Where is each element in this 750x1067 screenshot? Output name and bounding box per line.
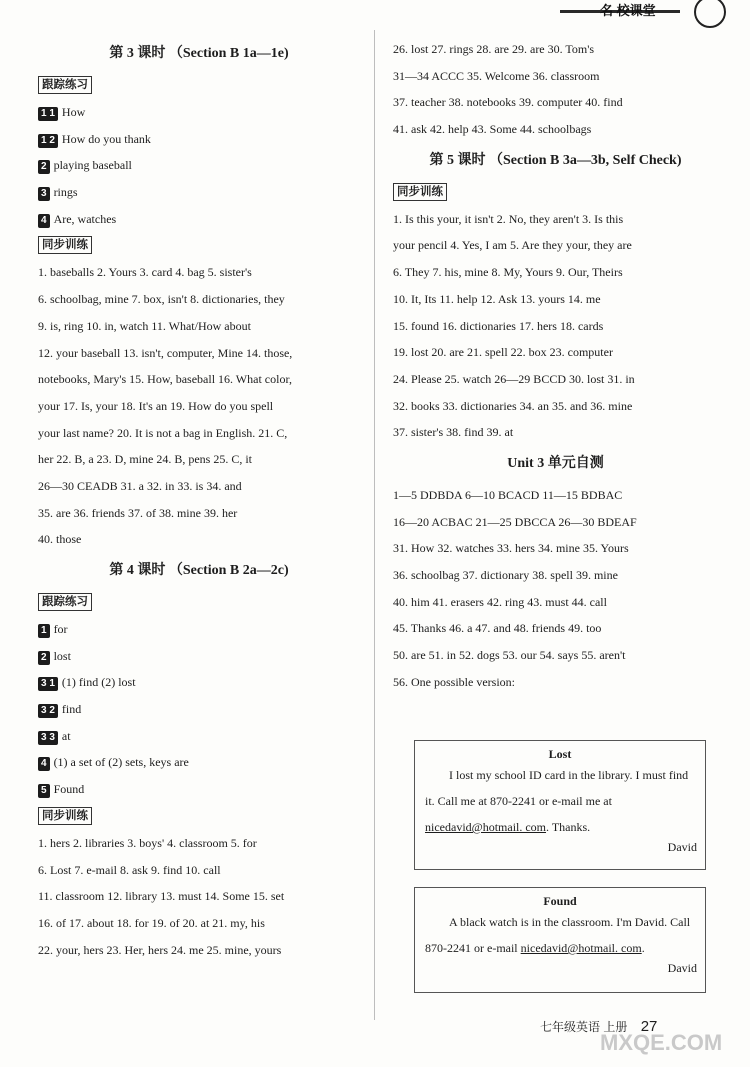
answer-line: 36. schoolbag 37. dictionary 38. spell 39. mine (393, 568, 618, 582)
left-column (38, 36, 360, 963)
question-number-badge: 4 (38, 214, 50, 228)
answer-text: at (61, 728, 71, 743)
section-sync-label: 同步训练 (38, 236, 92, 254)
question-number-badge: 3 3 (38, 731, 58, 745)
page-number: 27 (640, 1018, 658, 1035)
answer-line: 16. of 17. about 18. for 19. of 20. at 21. my, his (38, 915, 265, 930)
lesson-3-heading: 第 3 课时 （Section B 1a—1e) (109, 46, 289, 61)
found-email: nicedavid@hotmail. com (520, 941, 642, 955)
section-trace-label: 跟踪练习 (38, 593, 92, 611)
answer-text: How (61, 105, 86, 119)
answer-text: (1) find (2) lost (61, 675, 136, 690)
answer-line: 41. ask 42. help 43. Some 44. schoolbags (393, 122, 592, 137)
lesson-5-heading: 第 5 课时 （Section B 3a—3b, Self Check) (429, 152, 682, 168)
section-sync-label: 同步训练 (393, 183, 447, 201)
found-notice (414, 887, 706, 993)
trace-item (38, 99, 360, 126)
sync-list-2 (38, 830, 360, 963)
found-title: Found (543, 894, 577, 908)
answer-line: 6. schoolbag, mine 7. box, isn't 8. dictionaries, they (38, 292, 285, 307)
trace-item (38, 669, 360, 696)
answer-line: 1. baseballs 2. Yours 3. card 4. bag 5. sister's (38, 265, 252, 280)
answer-line: 26. lost 27. rings 28. are 29. are 30. Tom's (393, 42, 595, 56)
trace-item (38, 126, 360, 153)
lost-body (415, 762, 705, 840)
right-column (393, 36, 718, 695)
answer-line: 50. are 51. in 52. dogs 53. our 54. says 55. aren't (393, 648, 626, 663)
book-title: 七年级英语 上册 (540, 1020, 628, 1034)
answer-line: 16—20 ACBAC 21—25 DBCCA 26—30 BDEAF (393, 514, 637, 529)
answer-line: 1. hers 2. libraries 3. boys' 4. classroom 5. for (38, 835, 257, 850)
answer-line: 1—5 DDBDA 6—10 BCACD 11—15 BDBAC (393, 487, 623, 502)
answer-text: find (61, 702, 82, 717)
answer-text: rings (53, 185, 78, 200)
trace-item (38, 206, 360, 233)
found-text: A black watch is in the classroom. I'm David. Call 870-2241 or e-mail (425, 915, 691, 955)
answer-line: 19. lost 20. are 21. spell 22. box 23. computer (393, 345, 613, 360)
trace-item (38, 696, 360, 723)
question-number-badge: 2 (38, 160, 50, 174)
answer-line: 26—30 CEADB 31. a 32. in 33. is 34. and (38, 478, 242, 493)
answer-text: Found (53, 782, 85, 797)
answer-line: 12. your baseball 13. isn't, computer, Mine 14. those, (38, 345, 293, 360)
section-trace-label: 跟踪练习 (38, 76, 92, 94)
answer-text: for (53, 622, 68, 636)
found-body (415, 909, 705, 961)
answer-line: 22. your, hers 23. Her, hers 24. me 25. mine, yours (38, 942, 282, 957)
answer-line: your last name? 20. It is not a bag in English. 21. C, (38, 425, 288, 440)
question-number-badge: 4 (38, 757, 50, 771)
column-divider (374, 30, 375, 1020)
answer-line: 1. Is this your, it isn't 2. No, they aren't 3. Is this (393, 211, 624, 226)
answer-line: 31. How 32. watches 33. hers 34. mine 35. Yours (393, 541, 629, 556)
unit-test-answers (393, 482, 718, 696)
answer-line: 10. It, Its 11. help 12. Ask 13. yours 14. me (393, 291, 601, 306)
question-number-badge: 5 (38, 784, 50, 798)
trace-item (38, 749, 360, 776)
question-number-badge: 3 (38, 187, 50, 201)
answer-line: her 22. B, a 23. D, mine 24. B, pens 25. C, it (38, 452, 252, 467)
answer-line: notebooks, Mary's 15. How, baseball 16. What color, (38, 372, 292, 387)
answer-line: 9. is, ring 10. in, watch 11. What/How about (38, 318, 251, 333)
unit-test-heading: Unit 3 单元自测 (507, 455, 604, 471)
section-sync-label: 同步训练 (38, 807, 92, 825)
answer-text: playing baseball (53, 158, 132, 173)
question-number-badge: 3 1 (38, 677, 58, 691)
answer-line: 35. are 36. friends 37. of 38. mine 39. her (38, 505, 238, 520)
watermark: MXQE.COM (600, 1030, 723, 1055)
answer-line: 40. him 41. erasers 42. ring 43. must 44. call (393, 594, 607, 609)
sync-list-1 (38, 259, 360, 553)
answer-line: 15. found 16. dictionaries 17. hers 18. cards (393, 318, 604, 333)
sync-list-3 (393, 206, 718, 446)
question-number-badge: 1 1 (38, 107, 58, 121)
found-text-end: . (641, 941, 645, 955)
answer-line: 6. Lost 7. e-mail 8. ask 9. find 10. call (38, 862, 221, 877)
lesson-4-heading: 第 4 课时 （Section B 2a—2c) (109, 563, 289, 578)
answer-line: 32. books 33. dictionaries 34. an 35. and 36. mine (393, 398, 633, 413)
lost-email: nicedavid@hotmail. com (425, 820, 547, 834)
question-number-badge: 1 2 (38, 134, 58, 148)
lost-signature: David (667, 840, 697, 854)
answer-line: 6. They 7. his, mine 8. My, Yours 9. Our, Theirs (393, 265, 623, 280)
top-band (0, 0, 750, 22)
trace-list-2 (38, 616, 360, 803)
answer-line: 40. those (38, 532, 82, 547)
continued-answers (393, 36, 718, 143)
answer-line: 11. classroom 12. library 13. must 14. Some 15. set (38, 889, 285, 904)
answer-line: your 17. Is, your 18. It's an 19. How do you spell (38, 398, 274, 413)
answer-text: lost (53, 648, 71, 663)
answer-line: your pencil 4. Yes, I am 5. Are they your, they are (393, 238, 632, 253)
answer-text: Are, watches (53, 211, 117, 226)
answer-line: 31—34 ACCC 35. Welcome 36. classroom (393, 68, 600, 83)
question-number-badge: 1 (38, 624, 50, 638)
answer-line: 37. sister's 38. find 39. at (393, 425, 514, 440)
trace-item (38, 723, 360, 750)
trace-list-1 (38, 99, 360, 232)
trace-item (38, 643, 360, 670)
answer-line: 24. Please 25. watch 26—29 BCCD 30. lost 31. in (393, 371, 635, 386)
trace-item (38, 152, 360, 179)
lost-title: Lost (548, 747, 572, 761)
lost-notice (414, 740, 706, 870)
found-signature: David (667, 961, 697, 975)
question-number-badge: 2 (38, 651, 50, 665)
lost-text-end: . Thanks. (546, 820, 591, 834)
answer-line: 45. Thanks 46. a 47. and 48. friends 49. too (393, 621, 602, 636)
trace-item (38, 616, 360, 643)
answer-line: 56. One possible version: (393, 674, 515, 689)
answer-text: How do you thank (61, 131, 151, 146)
question-number-badge: 3 2 (38, 704, 58, 718)
answer-line: 37. teacher 38. notebooks 39. computer 40. find (393, 95, 623, 110)
trace-item (38, 179, 360, 206)
trace-item (38, 776, 360, 803)
logo-icon (694, 0, 726, 28)
lost-text: I lost my school ID card in the library. I must find it. Call me at 870-2241 or e-mail me at (425, 768, 689, 808)
brand-label: 名 校课堂 (600, 3, 656, 18)
answer-text: (1) a set of (2) sets, keys are (53, 755, 189, 770)
